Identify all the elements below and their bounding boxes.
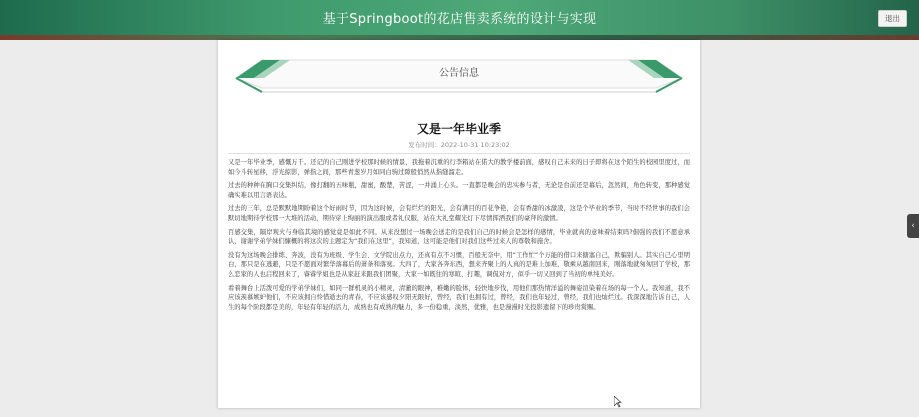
side-toggle-button[interactable] <box>907 214 919 238</box>
content-paragraph: 百感交集，隔岸观火与身临其境的感觉竟是如此不同。从来没想过一场晚会送走的是我们自己的时候会是怎样的感情，毕业就真的意味着结束吗?倔强的我们不愿意承认，谢谢学弟学妹们慷概的将这次的主题定为“我们在这里”，我知道，这可能是他们对我们这些过来人的尊敬和施舍。 <box>228 228 690 246</box>
notice-card <box>218 40 700 408</box>
chevron-left-icon: ‹ <box>911 221 915 231</box>
content-paragraph: 看着舞台上活泼可爱的学弟学妹们，如同一群机灵的小精灵，清澈的眼神，稚嫩的脸体，轻快地步伐，用他们那热情洋溢的舞姿渲染着在场的每一个人。我知道，我不应该羡慕嫉妒他们，不应该拥自怜惜逝去的青春，不应该感叹夕阳无限好，曾经，我们也拥有过，曾经，我们也年轻过，曾经，我们也灿烂过。我深深地告诉自己，人生的每个阶段都是美的，年轻有年轻的活力，成熟也有成熟的魅力，多一份稳重，淡然，优雅，也是漫漫时光投影遗留下的珍贵赏赐。 <box>228 284 690 311</box>
mouse-pointer-icon <box>614 396 622 408</box>
app-title: 基于Springboot的花店售卖系统的设计与实现 <box>322 12 597 27</box>
notice-headline: 又是一年毕业季 <box>416 122 501 136</box>
content-paragraph: 过去的种种在胸口交集纠结，像打翻的五味瓶，甜蜜，酸楚，苦涩，一并涌上心头。一直都是晚会的忠实参与者，无论是台前还是幕后，忽然间，角色转变，那种感觉确实难以用言语表达。 <box>228 182 690 199</box>
content-paragraph: 没有为这场晚会排练、奔波，没有为班级、学生会、文学院出点力，还真有点不习惯，百般无奈中，用“工作忙”个万能的借口来搪塞自己，欺骗别人。其实自己心里明白，那只是在逃避，只是不愿面对繁华落幕后的萧条和落寞。大四了，大家各奔东西，想来齐聚上的人真的是难上加难，敬乘从越南回来，刚落地就匆匆回了学校，那么恋家的人也启程回来了，睿睿学姐也是从家赶来跟我们团聚，大家一如既往的寒暄、打趣，调侃对方，似乎一切又回到了当初的单纯美好。 <box>228 251 690 278</box>
publish-time: 发布时间：2022-10-31 10:23:02 <box>408 141 510 149</box>
content-paragraph: 又是一年毕业季，感慨万千。还记的自己刚进学校那时候的情景，我拖着沉重的行李箱站在偌大的教学楼前面，感叹自己未来的日子即将在这个陌生的校园里度过，而如今斗转星移，浮光掠影，弹指之间，那些青葱岁月如同白驹过隙般悄然从指缝溜走。 <box>228 159 690 176</box>
content-paragraph: 过去的三年，总是默默地期盼着这个好雨时节，因为这时候，会有烂烂的阳光，会有满目的百花争艳，会有香甜的冰激凌，这是个毕业的季节，当时不经世事的我们会默切地期待学校那一大堆的活动，期待穿上绚丽的演出服或者礼仪服，站在大礼堂耀光灯下尽情挥洒我们的豪拜的激情。 <box>228 205 690 222</box>
section-title: 公告信息 <box>439 68 479 79</box>
divider <box>228 153 690 154</box>
logout-button[interactable]: 退出 <box>878 10 907 27</box>
top-header <box>0 0 919 36</box>
notice-content <box>228 158 690 316</box>
